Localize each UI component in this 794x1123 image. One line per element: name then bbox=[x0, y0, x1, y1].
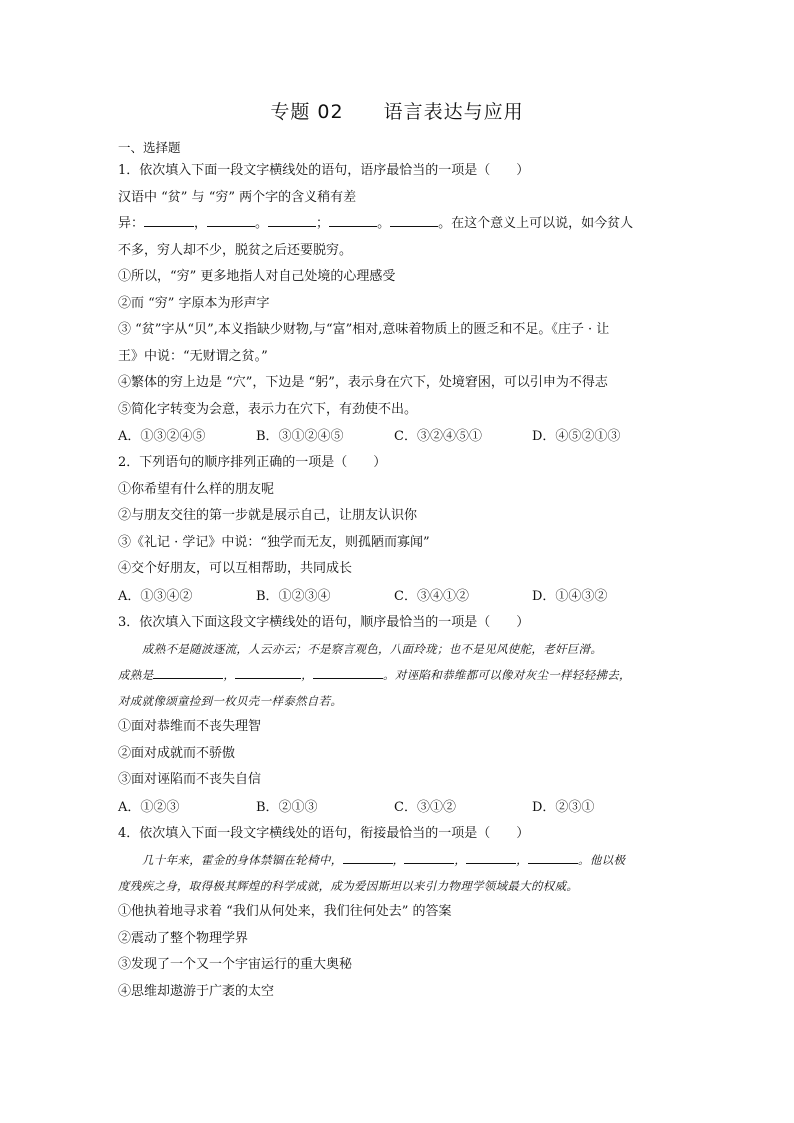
fill-blank bbox=[528, 849, 578, 864]
option-d[interactable]: D．①④③② bbox=[532, 588, 608, 604]
page-title bbox=[0, 97, 794, 124]
sentence-item: ③ “贫”字从“贝”,本义指缺少财物,与“富”相对,意味着物质上的匮乏和不足。《庄子 · 让 bbox=[118, 322, 610, 337]
option-b[interactable]: B．③①②④⑤ bbox=[256, 429, 344, 444]
sentence-item: ③发现了一个又一个宇宙运行的重大奥秘 bbox=[118, 957, 353, 972]
sentence-item: ④思维却遨游于广袤的太空 bbox=[118, 983, 275, 999]
option-a[interactable]: A．①②③ bbox=[118, 799, 180, 815]
passage-line: 汉语中 “贫” 与 “穷” 两个字的含义稍有差 bbox=[118, 189, 357, 205]
option-b[interactable]: B．②①③ bbox=[256, 799, 318, 815]
option-a[interactable]: A．①③④② bbox=[118, 588, 193, 604]
question-2 bbox=[118, 450, 678, 610]
sentence-item: ⑤简化字转变为会意，表示力在穴下，有劲使不出。 bbox=[118, 401, 418, 417]
title-topic-name: 语言表达与应用 bbox=[383, 101, 524, 123]
passage-line: 对成就像颂童捡到一枚贝壳一样泰然自若。 bbox=[118, 694, 343, 708]
question-stem: 1．依次填入下面一段文字横线处的语句，语序最恰当的一项是（ ） bbox=[118, 163, 530, 178]
fill-blank bbox=[404, 849, 454, 864]
question-1 bbox=[118, 158, 678, 450]
option-c[interactable]: C．③②④⑤① bbox=[394, 429, 482, 444]
sentence-item: ②面对成就而不骄傲 bbox=[118, 745, 236, 761]
option-d[interactable]: D．②③① bbox=[532, 799, 595, 815]
option-c[interactable]: C．③④①② bbox=[394, 588, 469, 604]
fill-blank bbox=[207, 212, 255, 227]
fill-blank bbox=[144, 212, 194, 227]
fill-blank bbox=[153, 664, 223, 679]
option-c[interactable]: C．③①② bbox=[394, 799, 456, 815]
sentence-item: ③面对诬陷而不丧失自信 bbox=[118, 772, 262, 787]
fill-blank bbox=[329, 212, 377, 227]
passage-line: 不多，穷人却不少，脱贫之后还要脱穷。 bbox=[118, 242, 353, 258]
fill-blank bbox=[235, 664, 301, 679]
answer-options bbox=[118, 583, 678, 610]
sentence-item: ①所以，“穷” 更多地指人对自己处境的心理感受 bbox=[118, 269, 396, 284]
sentence-item: ②而 “穷” 字原本为形声字 bbox=[118, 295, 270, 311]
fill-blank bbox=[390, 212, 438, 227]
question-content bbox=[118, 140, 678, 1005]
passage-line: 成熟是 ， ， 。对诬陷和恭维都可以像对灰尘一样轻轻拂去， bbox=[118, 662, 678, 688]
fill-blank bbox=[268, 212, 316, 227]
question-3 bbox=[118, 610, 678, 821]
sentence-item: ④繁体的穷上边是 “穴”，下边是 “躬”，表示身在穴下，处境窘困，可以引申为不得志 bbox=[118, 375, 608, 390]
sentence-item: ②与朋友交往的第一步就是展示自己，让朋友认识你 bbox=[118, 508, 418, 523]
sentence-item: ③《礼记 · 学记》中说：“独学而无友，则孤陋而寡闻” bbox=[118, 534, 430, 550]
fill-blank bbox=[343, 849, 393, 864]
passage-line: 成熟不是随波逐流，人云亦云；不是察言观色，八面玲珑；也不是见风使舵，老奸巨滑。 bbox=[142, 642, 603, 656]
question-4 bbox=[118, 821, 678, 1006]
answer-options bbox=[118, 794, 678, 821]
sentence-item: ②震动了整个物理学界 bbox=[118, 930, 249, 946]
sentence-item: ④交个好朋友，可以互相帮助，共同成长 bbox=[118, 561, 353, 576]
answer-options bbox=[118, 423, 678, 450]
sentence-item: ①你希望有什么样的朋友呢 bbox=[118, 481, 275, 497]
title-topic-number: 专题 02 bbox=[270, 101, 344, 123]
section-heading: 一、选择题 bbox=[118, 140, 181, 155]
fill-blank bbox=[313, 664, 383, 679]
sentence-item: ①他执着地寻求着 “我们从何处来，我们往何处去” 的答案 bbox=[118, 904, 452, 919]
sentence-item: 王》中说：“无财谓之贫。” bbox=[118, 348, 268, 364]
option-a[interactable]: A．①③②④⑤ bbox=[118, 429, 206, 444]
sentence-item: ①面对恭维而不丧失理智 bbox=[118, 719, 262, 734]
passage-line: 几十年来，霍金的身体禁锢在轮椅中， ， ， ， 。他以极 bbox=[118, 847, 678, 873]
question-stem: 4．依次填入下面一段文字横线处的语句，衔接最恰当的一项是（ ） bbox=[118, 825, 530, 841]
fill-blank bbox=[466, 849, 516, 864]
option-d[interactable]: D．④⑤②①③ bbox=[532, 429, 621, 444]
question-stem: 3．依次填入下面这段文字横线处的语句，顺序最恰当的一项是（ ） bbox=[118, 614, 530, 630]
question-stem: 2．下列语句的顺序排列正确的一项是（ ） bbox=[118, 455, 387, 470]
option-b[interactable]: B．①②③④ bbox=[256, 588, 331, 604]
passage-line: 异： ， 。 ； 。 。在这个意义上可以说，如今贫人 bbox=[118, 211, 678, 238]
passage-line: 度残疾之身，取得极其辉煌的科学成就，成为爱因斯坦以来引力物理学领域最大的权威。 bbox=[118, 879, 579, 893]
